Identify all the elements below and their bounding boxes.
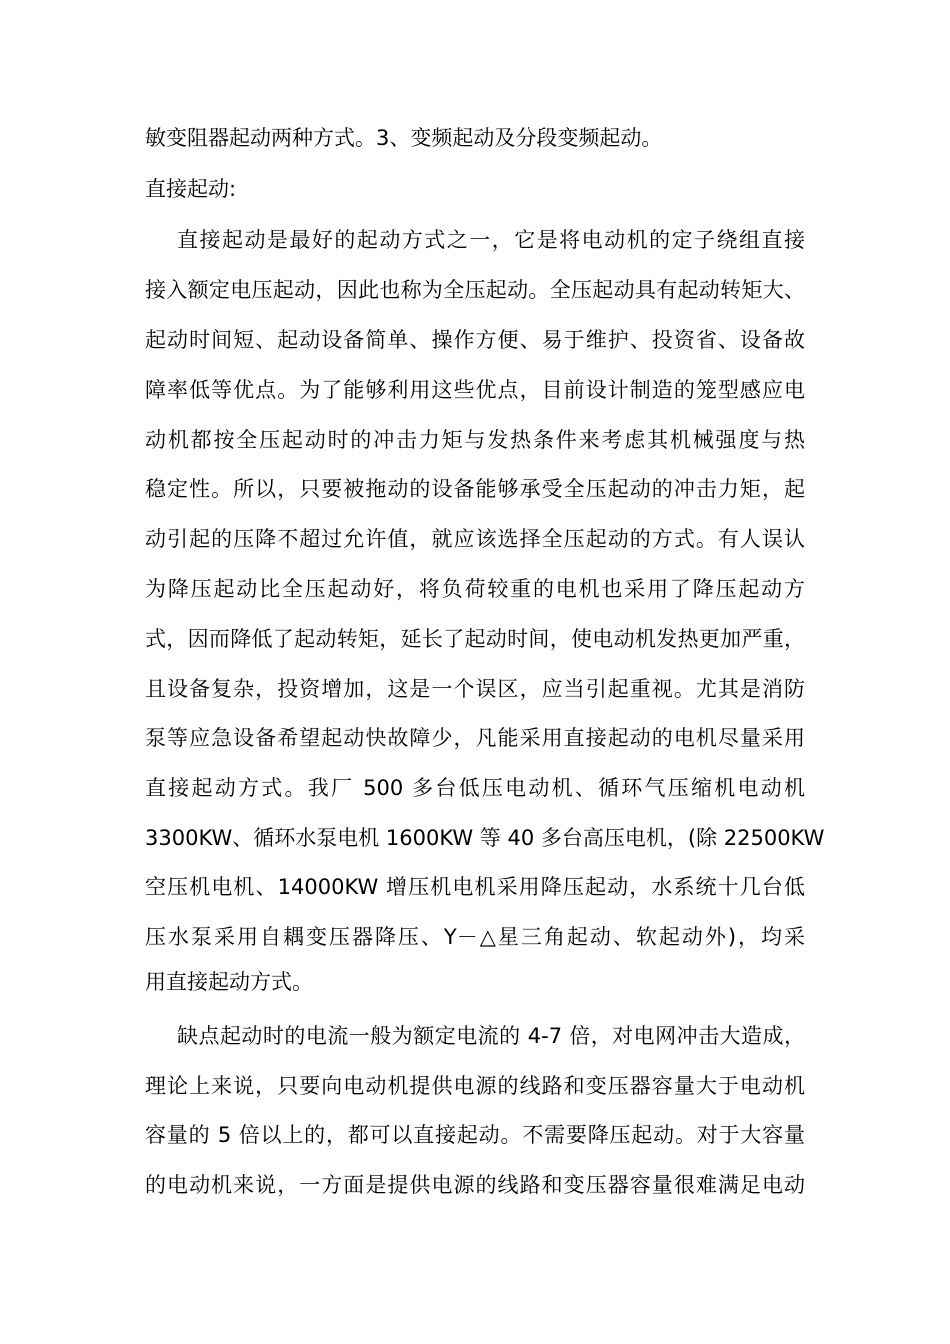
paragraph-line: 且设备复杂，投资增加，这是一个误区，应当引起重视。尤其是消防 <box>145 677 805 701</box>
section-heading: 直接起动: <box>145 177 237 201</box>
paragraph-line: 动机都按全压起动时的冲击力矩与发热条件来考虑其机械强度与热 <box>145 428 805 452</box>
paragraph-line: 理论上来说，只要向电动机提供电源的线路和变压器容量大于电动机 <box>145 1074 805 1098</box>
paragraph-line: 稳定性。所以，只要被拖动的设备能够承受全压起动的冲击力矩，起 <box>145 477 805 501</box>
paragraph-line: 为降压起动比全压起动好，将负荷较重的电机也采用了降压起动方 <box>145 577 805 601</box>
paragraph-line: 泵等应急设备希望起动快故障少，凡能采用直接起动的电机尽量采用 <box>145 726 805 750</box>
paragraph-line: 压水泵采用自耦变压器降压、Y－△星三角起动、软起动外)，均采 <box>145 925 805 949</box>
paragraph-line: 3300KW、循环水泵电机 1600KW 等 40 多台高压电机，(除 22500KW <box>145 826 825 850</box>
paragraph-line: 容量的 5 倍以上的，都可以直接起动。不需要降压起动。对于大容量 <box>145 1123 805 1147</box>
paragraph-line: 用直接起动方式。 <box>145 970 313 994</box>
paragraph-line: 接入额定电压起动，因此也称为全压起动。全压起动具有起动转矩大、 <box>145 278 805 302</box>
paragraph-line: 障率低等优点。为了能够利用这些优点，目前设计制造的笼型感应电 <box>145 378 805 402</box>
paragraph-line: 空压机电机、14000KW 增压机电机采用降压起动，水系统十几台低 <box>145 875 805 899</box>
paragraph-line: 直接起动是最好的起动方式之一，它是将电动机的定子绕组直接 <box>177 228 805 252</box>
paragraph-line: 缺点起动时的电流一般为额定电流的 4-7 倍，对电网冲击大造成， <box>177 1024 805 1048</box>
paragraph-line: 的电动机来说，一方面是提供电源的线路和变压器容量很难满足电动 <box>145 1173 805 1197</box>
text-line: 敏变阻器起动两种方式。3、变频起动及分段变频起动。 <box>145 126 663 150</box>
paragraph-line: 动引起的压降不超过允许值，就应该选择全压起动的方式。有人误认 <box>145 527 805 551</box>
paragraph-line: 起动时间短、起动设备简单、操作方便、易于维护、投资省、设备故 <box>145 328 805 352</box>
paragraph-line: 式，因而降低了起动转矩，延长了起动时间，使电动机发热更加严重， <box>145 627 805 651</box>
paragraph-line: 直接起动方式。我厂 500 多台低压电动机、循环气压缩机电动机 <box>145 776 805 800</box>
